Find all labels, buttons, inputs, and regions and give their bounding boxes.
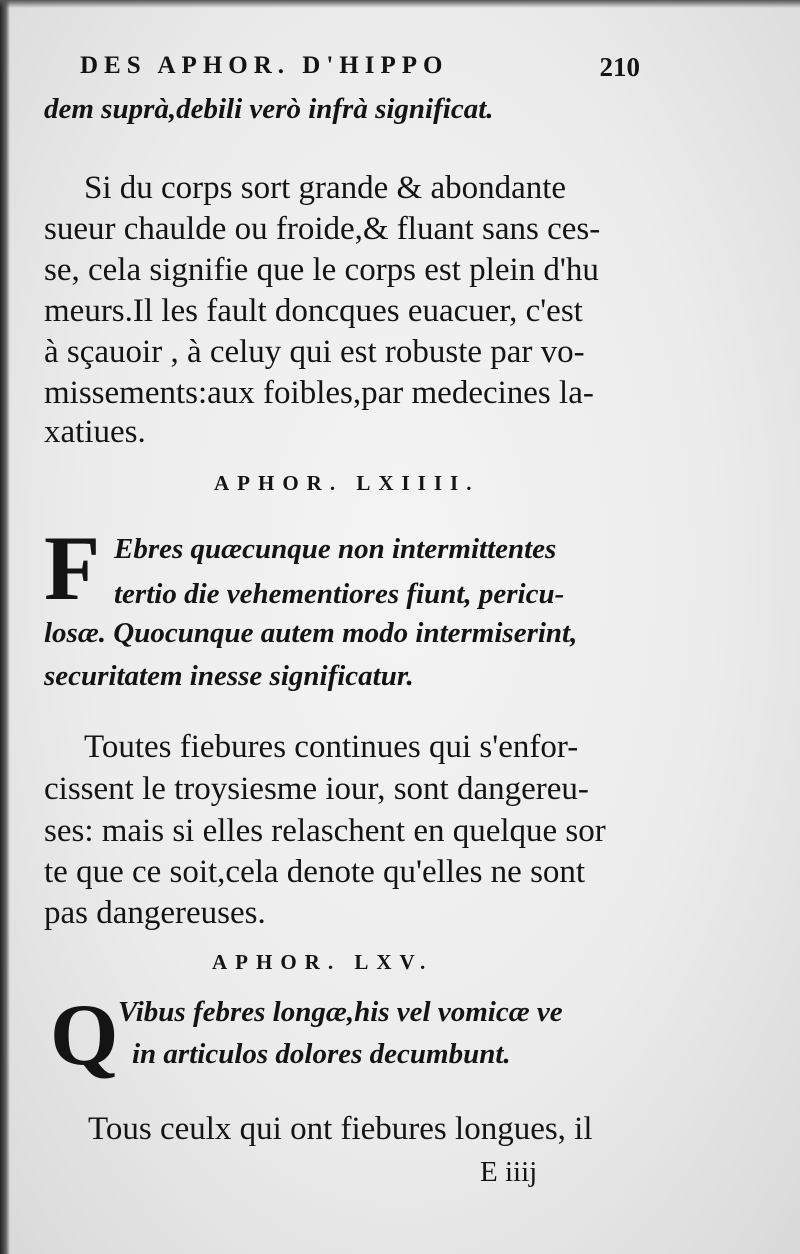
latin-aphorism-64-line-1: Ebres quæcunque non intermittentes (114, 533, 557, 565)
french-paragraph-1-line-1: Si du corps sort grande & abondante (84, 170, 567, 206)
french-paragraph-1-line-6: missements:aux foibles,par medecines la- (44, 375, 594, 411)
french-paragraph-1-line-5: à sçauoir , à celuy qui est robuste par vo- (44, 334, 585, 370)
french-paragraph-1-line-2: sueur chaulde ou froide,& fluant sans ces- (44, 211, 601, 247)
latin-aphorism-64-line-3: losæ. Quocunque autem modo intermiserint, (44, 617, 578, 649)
french-paragraph-1-line-7: xatiues. (44, 414, 146, 450)
running-head-title: DES APHOR. D'HIPPO (80, 52, 449, 79)
latin-aphorism-65-line-1: Vibus febres longæ,his vel vomicæ ve (118, 996, 563, 1028)
aphorism-heading-64: APHOR. LXIIII. (214, 471, 480, 495)
running-head (80, 52, 640, 96)
french-paragraph-1-line-4: meurs.Il les fault doncques euacuer, c'est (44, 293, 583, 329)
drop-cap-q: Q (50, 987, 119, 1084)
french-paragraph-2-line-4: te que ce soit,cela denote qu'elles ne sont (44, 854, 586, 890)
page-edge-shadow (0, 0, 10, 1254)
french-paragraph-1-line-3: se, cela signifie que le corps est plein d'hu (44, 252, 599, 288)
french-paragraph-2-line-3: ses: mais si elles relaschent en quelque sor (44, 813, 606, 849)
french-paragraph-2-line-1: Toutes fiebures continues qui s'enfor- (84, 729, 579, 765)
aphorism-heading-65: APHOR. LXV. (212, 950, 434, 974)
latin-continuation-line: dem suprà,debili verò infrà significat. (44, 93, 494, 125)
signature-mark: E iiij (480, 1156, 538, 1188)
page-number: 210 (599, 52, 640, 82)
latin-aphorism-65-line-2: in articulos dolores decumbunt. (132, 1038, 511, 1070)
french-paragraph-2-line-5: pas dangereuses. (44, 895, 266, 931)
drop-cap-f: F (44, 517, 101, 619)
latin-aphorism-64-line-4: securitatem inesse significatur. (44, 660, 414, 692)
latin-aphorism-64-line-2: tertio die vehementiores fiunt, pericu- (114, 578, 565, 610)
french-paragraph-2-line-2: cissent le troysiesme iour, sont dangereu- (44, 771, 589, 807)
french-paragraph-3-line-1: Tous ceulx qui ont fiebures longues, il (88, 1111, 593, 1147)
page-top-shadow (0, 0, 800, 8)
